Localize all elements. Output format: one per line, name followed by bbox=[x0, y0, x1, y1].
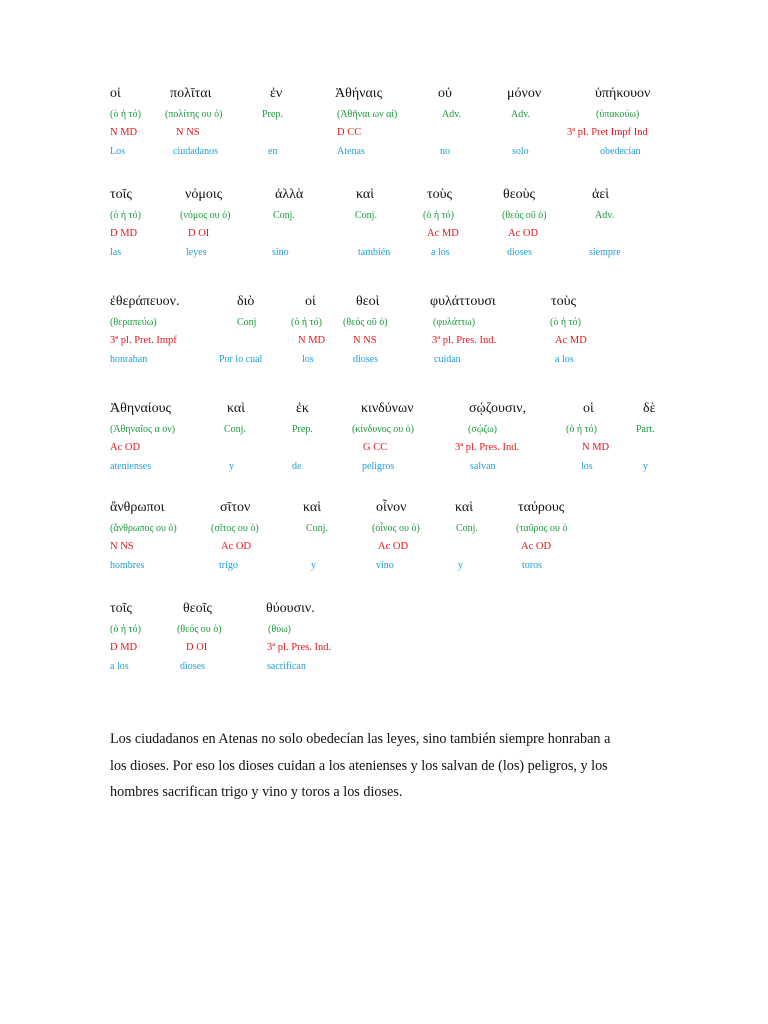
translation-word: leyes bbox=[186, 247, 207, 258]
greek-word: ἄνθρωποι bbox=[110, 500, 165, 515]
grammar-label: Ac OD bbox=[508, 228, 539, 239]
translation-paragraph bbox=[110, 726, 662, 806]
grammar-label: Ac OD bbox=[378, 541, 409, 552]
grammar-label: N NS bbox=[353, 335, 377, 346]
grammar-label: D CC bbox=[337, 127, 362, 138]
lemma-label: Prep. bbox=[292, 424, 313, 435]
lemma-label: (κίνδυνος ου ὁ) bbox=[352, 424, 415, 435]
grammar-label: G CC bbox=[363, 442, 388, 453]
translation-word: trigo bbox=[219, 560, 238, 571]
grammar-label: N MD bbox=[582, 442, 610, 453]
paragraph-line: Los ciudadanos en Atenas no solo obedecían las leyes, sino también siempre honraban a bbox=[110, 731, 611, 747]
lemma-label: (θεός οῦ ὁ) bbox=[502, 210, 547, 221]
lemma-label: Conj. bbox=[224, 424, 246, 435]
translation-word: hombres bbox=[110, 560, 145, 571]
lemma-label: (ὁ ἡ τό) bbox=[110, 109, 141, 120]
grammar-label: N MD bbox=[110, 127, 138, 138]
grammar-label: N MD bbox=[298, 335, 326, 346]
translation-word: Por lo cual bbox=[219, 354, 263, 365]
paragraph-line: hombres sacrifican trigo y vino y toros a los dioses. bbox=[110, 784, 403, 800]
grammar-label: Ac MD bbox=[555, 335, 587, 346]
translation-word: en bbox=[268, 146, 278, 157]
translation-word: y bbox=[458, 560, 463, 571]
greek-word: ἐν bbox=[270, 86, 283, 101]
translation-word: ciudadanos bbox=[173, 146, 218, 157]
lemma-label: (σῴζω) bbox=[468, 424, 497, 435]
lemma-label: (ὁ ἡ τό) bbox=[550, 317, 581, 328]
lemma-label: Prep. bbox=[262, 109, 283, 120]
grammar-label: D OI bbox=[186, 642, 208, 653]
greek-word: μόνον bbox=[507, 86, 542, 101]
lemma-label: (φυλάττω) bbox=[433, 317, 476, 328]
lemma-label: (ὁ ἡ τό) bbox=[110, 624, 141, 635]
greek-word: τοὺς bbox=[427, 187, 453, 202]
lemma-label: Adv. bbox=[442, 109, 462, 120]
lemma-label: (ὁ ἡ τό) bbox=[423, 210, 454, 221]
lemma-label: Conj bbox=[237, 317, 257, 328]
greek-word: Ἀθήναις bbox=[335, 86, 383, 101]
greek-word: φυλάττουσι bbox=[430, 294, 496, 309]
greek-word: οἱ bbox=[583, 401, 594, 416]
translation-word: a los bbox=[110, 661, 129, 672]
translation-word: las bbox=[110, 247, 122, 258]
translation-word: y bbox=[311, 560, 316, 571]
greek-word: καὶ bbox=[356, 187, 375, 202]
greek-word: ταύρους bbox=[518, 500, 565, 515]
greek-word: θεοὶ bbox=[356, 294, 380, 309]
translation-word: obedecían bbox=[600, 146, 641, 157]
greek-word: τοὺς bbox=[551, 294, 577, 309]
greek-word: οὐ bbox=[438, 86, 452, 101]
greek-word: καὶ bbox=[227, 401, 246, 416]
greek-word: καὶ bbox=[303, 500, 322, 515]
translation-word: dioses bbox=[507, 247, 532, 258]
translation-word: no bbox=[440, 146, 450, 157]
translation-word: honraban bbox=[110, 354, 148, 365]
translation-word: Los bbox=[110, 146, 125, 157]
lemma-label: (θεός ου ὁ) bbox=[177, 624, 222, 635]
translation-word: también bbox=[358, 247, 391, 258]
translation-word: cuidan bbox=[434, 354, 461, 365]
lemma-label: Conj. bbox=[273, 210, 295, 221]
translation-word: de bbox=[292, 461, 302, 472]
translation-word: Atenas bbox=[337, 146, 365, 157]
translation-word: a los bbox=[555, 354, 574, 365]
greek-word: οἱ bbox=[305, 294, 316, 309]
lemma-label: (θύω) bbox=[268, 624, 291, 635]
translation-word: y bbox=[643, 461, 648, 472]
lemma-label: (οἶνος ου ὁ) bbox=[372, 523, 420, 534]
lemma-label: (ὁ ἡ τό) bbox=[566, 424, 597, 435]
lemma-label: (νόμος ου ὁ) bbox=[180, 210, 231, 221]
grammar-label: D OI bbox=[188, 228, 210, 239]
greek-word: νόμοις bbox=[185, 187, 223, 202]
lemma-label: Part. bbox=[636, 424, 655, 435]
lemma-label: Conj. bbox=[456, 523, 478, 534]
translation-word: salvan bbox=[470, 461, 496, 472]
lemma-label: (θεραπεύω) bbox=[110, 317, 157, 328]
grammar-label: N NS bbox=[110, 541, 134, 552]
lemma-label: (ὁ ἡ τό) bbox=[110, 210, 141, 221]
greek-word: οἱ bbox=[110, 86, 121, 101]
greek-word: πολῖται bbox=[170, 86, 212, 101]
translation-word: solo bbox=[512, 146, 529, 157]
lemma-label: (πολίτης ου ὁ) bbox=[165, 109, 223, 120]
paragraph-line: los dioses. Por eso los dioses cuidan a los atenienses y los salvan de (los) peligros, y los bbox=[110, 757, 608, 774]
lemma-label: Conj. bbox=[306, 523, 328, 534]
grammar-label: Ac OD bbox=[521, 541, 552, 552]
greek-word: διὸ bbox=[237, 294, 255, 309]
greek-word: οἶνον bbox=[376, 500, 407, 515]
translation-word: a los bbox=[431, 247, 450, 258]
grammar-label: Ac OD bbox=[110, 442, 141, 453]
lemma-label: (Ἀθῆναι ων αἱ) bbox=[337, 109, 398, 120]
grammar-label: 3ª pl. Pres. Ind. bbox=[267, 642, 332, 653]
grammar-label: Ac MD bbox=[427, 228, 459, 239]
translation-word: siempre bbox=[589, 247, 621, 258]
grammar-label: 3ª pl. Pres. Ind. bbox=[432, 335, 497, 346]
lemma-label: (σῖτος ου ὁ) bbox=[211, 523, 259, 534]
translation-word: toros bbox=[522, 560, 542, 571]
greek-word: σῖτον bbox=[220, 500, 251, 515]
grammar-label: 3ª pl. Pres. Ind. bbox=[455, 442, 520, 453]
greek-word: θεοὺς bbox=[503, 187, 536, 202]
greek-word: ὑπήκουον bbox=[595, 86, 651, 101]
greek-word: σῴζουσιν, bbox=[469, 401, 527, 416]
translation-word: atenienses bbox=[110, 461, 152, 472]
greek-word: θύουσιν. bbox=[266, 601, 315, 616]
lemma-label: Adv. bbox=[595, 210, 615, 221]
greek-word: καὶ bbox=[455, 500, 474, 515]
grammar-label: D MD bbox=[110, 228, 138, 239]
translation-word: sino bbox=[272, 247, 289, 258]
lemma-label: (Ἀθηναῖος α ον) bbox=[110, 424, 176, 435]
lemma-label: Conj. bbox=[355, 210, 377, 221]
greek-word: ἐκ bbox=[296, 401, 309, 416]
translation-word: los bbox=[302, 354, 314, 365]
greek-word: ἀεὶ bbox=[592, 187, 609, 202]
greek-word: ἐθεράπευον. bbox=[110, 294, 180, 309]
lemma-label: Adv. bbox=[511, 109, 531, 120]
greek-word: τοῖς bbox=[110, 601, 132, 616]
grammar-label: 3ª pl. Pret Impf Ind bbox=[567, 127, 648, 138]
greek-word: θεοῖς bbox=[183, 601, 212, 616]
translation-word: dioses bbox=[180, 661, 205, 672]
greek-word: δὲ bbox=[643, 401, 656, 416]
greek-word: Ἀθηναίους bbox=[110, 401, 172, 416]
translation-word: peligros bbox=[362, 461, 395, 472]
lemma-label: (θεός οῦ ὁ) bbox=[343, 317, 388, 328]
grammar-label: 3ª pl. Pret. Impf bbox=[110, 335, 177, 346]
lemma-label: (ἄνθρωπος ου ὁ) bbox=[110, 523, 177, 534]
grammar-label: N NS bbox=[176, 127, 200, 138]
lemma-label: (ταῦρος ου ὁ bbox=[516, 523, 568, 534]
translation-word: vino bbox=[376, 560, 394, 571]
translation-word: los bbox=[581, 461, 593, 472]
grammar-label: D MD bbox=[110, 642, 138, 653]
lemma-label: (ὁ ἡ τό) bbox=[291, 317, 322, 328]
greek-word: ἀλλὰ bbox=[275, 187, 304, 202]
greek-word: τοῖς bbox=[110, 187, 132, 202]
translation-word: sacrifican bbox=[267, 661, 306, 672]
grammar-label: Ac OD bbox=[221, 541, 252, 552]
greek-word: κινδύνων bbox=[361, 401, 414, 416]
lemma-label: (ὑπακούω) bbox=[596, 109, 640, 120]
translation-word: dioses bbox=[353, 354, 378, 365]
translation-word: y bbox=[229, 461, 234, 472]
